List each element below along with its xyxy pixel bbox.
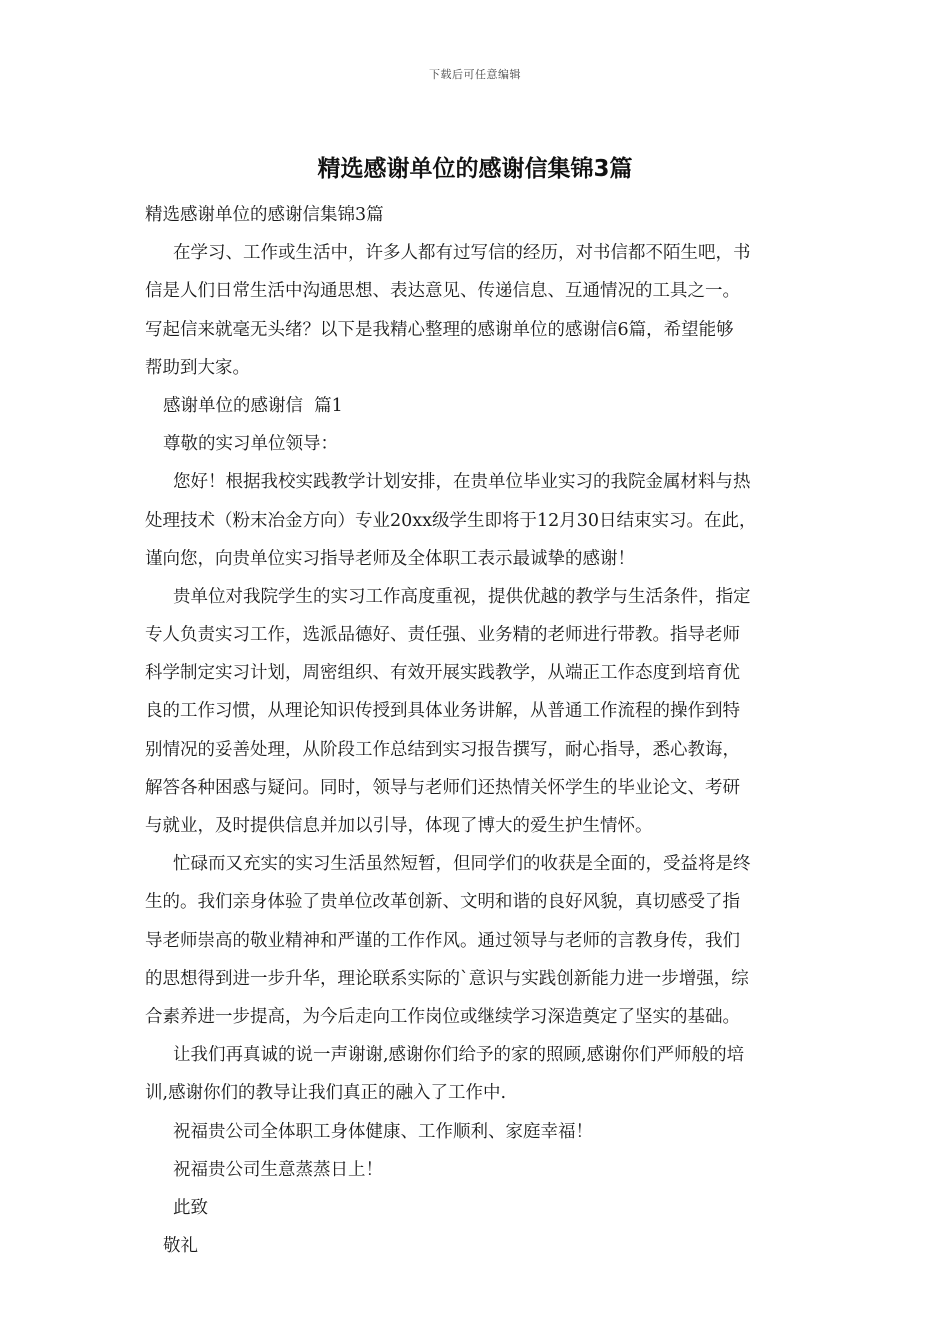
text-line: 在学习、工作或生活中，许多人都有过写信的经历，对书信都不陌生吧，书: [173, 243, 751, 264]
paragraph-appreciation: [145, 578, 810, 845]
text-line: 良的工作习惯，从理论知识传授到具体业务讲解，从普通工作流程的操作到特: [145, 701, 740, 722]
closing-text: 敬礼: [163, 1236, 198, 1257]
salutation: [145, 425, 810, 463]
header-note: 下载后可任意编辑: [429, 68, 521, 81]
text-line: 贵单位对我院学生的实习工作高度重视，提供优越的教学与生活条件，指定: [173, 586, 751, 607]
text-line: 科学制定实习计划，周密组织、有效开展实践教学，从端正工作态度到培育优: [145, 663, 740, 684]
document-body: [145, 196, 810, 1265]
text-line: 合素养进一步提高，为今后走向工作岗位或继续学习深造奠定了坚实的基础。: [145, 1006, 740, 1027]
text-line: 忙碌而又充实的实习生活虽然短暂，但同学们的收获是全面的，受益将是终: [173, 854, 751, 875]
text-line: 祝福贵公司全体职工身体健康、工作顺利、家庭幸福！: [173, 1121, 593, 1142]
text-line: 您好！根据我校实践教学计划安排，在贵单位毕业实习的我院金属材料与热: [173, 472, 751, 493]
text-line: 写起信来就毫无头绪？以下是我精心整理的感谢单位的感谢信6篇，希望能够: [145, 319, 734, 340]
text-line: 训,感谢你们的教导让我们真正的融入了工作中.: [145, 1083, 507, 1104]
paragraph-gains: [145, 845, 810, 1036]
text-line: 导老师崇高的敬业精神和严谨的工作作风。通过领导与老师的言教身传，我们: [145, 930, 740, 951]
text-line: 的思想得到进一步升华，理论联系实际的`意识与实践创新能力进一步增强，综: [145, 968, 749, 989]
text-line: 别情况的妥善处理，从阶段工作总结到实习报告撰写，耐心指导，悉心教诲，: [145, 739, 740, 760]
paragraph-intro: [145, 234, 810, 387]
section-heading: [145, 387, 810, 425]
paragraph-thanks: [145, 1036, 810, 1112]
text-line: 谨向您，向贵单位实习指导老师及全体职工表示最诚挚的感谢！: [145, 548, 635, 569]
paragraph-greeting: [145, 463, 810, 578]
text-line: 信是人们日常生活中沟通思想、表达意见、传递信息、互通情况的工具之一。: [145, 281, 740, 302]
text-line: 帮助到大家。: [145, 357, 250, 378]
text-line: 解答各种困惑与疑问。同时，领导与老师们还热情关怀学生的毕业论文、考研: [145, 777, 740, 798]
closing-cizhi: [145, 1189, 810, 1227]
closing-jingli: [145, 1227, 810, 1265]
text-line: 专人负责实习工作，选派品德好、责任强、业务精的老师进行带教。指导老师: [145, 625, 740, 646]
text-line: 与就业，及时提供信息并加以引导，体现了博大的爱生护生情怀。: [145, 816, 653, 836]
section-heading-text: 感谢单位的感谢信 篇1: [163, 395, 343, 416]
document-title: 精选感谢单位的感谢信集锦3篇: [317, 156, 633, 182]
wish-line: [145, 1151, 810, 1189]
text-line: 让我们再真诚的说一声谢谢,感谢你们给予的家的照顾,感谢你们严师般的培: [173, 1045, 745, 1066]
document-subtitle: 精选感谢单位的感谢信集锦3篇: [145, 205, 384, 225]
text-line: 生的。我们亲身体验了贵单位改革创新、文明和谐的良好风貌，真切感受了指: [145, 892, 740, 913]
text-line: 处理技术（粉末冶金方向）专业20xx级学生即将于12月30日结束实习。在此，: [145, 510, 757, 531]
text-line: 祝福贵公司生意蒸蒸日上！: [173, 1159, 383, 1180]
wish-line: [145, 1113, 810, 1151]
salutation-text: 尊敬的实习单位领导：: [163, 434, 338, 455]
closing-text: 此致: [173, 1197, 208, 1218]
